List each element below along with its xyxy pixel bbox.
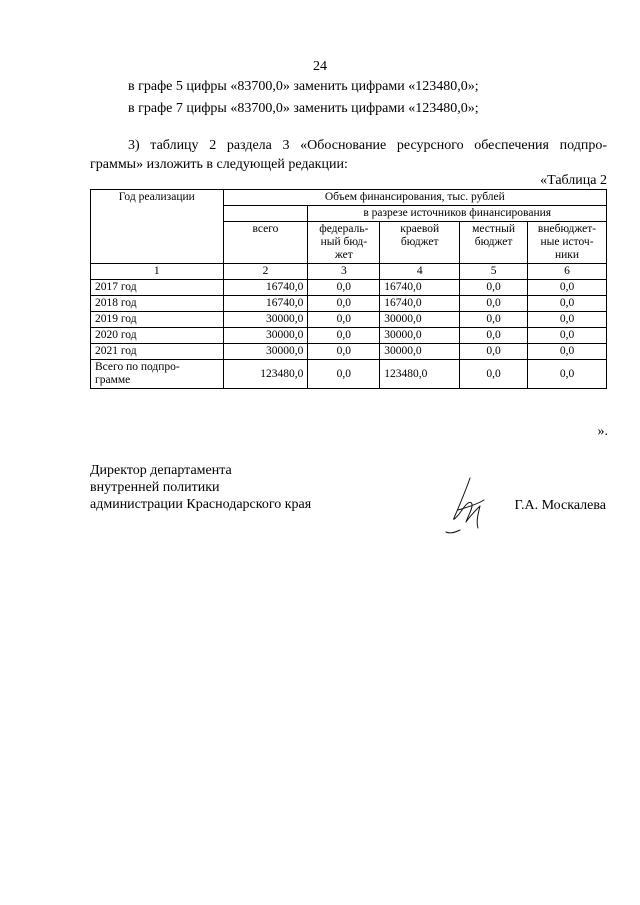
header-local: местный бюджет: [460, 222, 528, 264]
cell-total: 30000,0: [223, 344, 308, 360]
header-blank: [223, 206, 308, 222]
cell-extrabudget: 0,0: [528, 328, 607, 344]
amendment-line-1: в графе 5 цифры «83700,0» заменить цифрами «123480,0»;: [128, 79, 479, 94]
cell-total: 16740,0: [223, 280, 308, 296]
closing-quote: ».: [597, 424, 608, 439]
cell-regional: 16740,0: [380, 296, 460, 312]
cell-year: 2018 год: [91, 296, 224, 312]
col-number: 1: [91, 264, 224, 280]
cell-year: 2021 год: [91, 344, 224, 360]
cell-total: 30000,0: [223, 312, 308, 328]
cell-local: 0,0: [460, 360, 528, 389]
header-regional: краевой бюджет: [380, 222, 460, 264]
signatory-line-2: внутренней политики: [90, 480, 220, 495]
cell-regional: 16740,0: [380, 280, 460, 296]
table-row: [91, 344, 607, 360]
header-by-sources: в разрезе источников финансирования: [308, 206, 607, 222]
cell-total: 123480,0: [223, 360, 308, 389]
cell-local: 0,0: [460, 312, 528, 328]
table-caption: «Таблица 2: [540, 173, 607, 188]
col-number: 4: [380, 264, 460, 280]
signatory-line-3: администрации Краснодарского края: [90, 497, 312, 512]
cell-federal: 0,0: [308, 296, 380, 312]
cell-federal: 0,0: [308, 344, 380, 360]
col-number: 3: [308, 264, 380, 280]
financing-table: [90, 189, 607, 389]
column-number-row: [91, 264, 607, 280]
handwritten-signature: [440, 470, 510, 545]
cell-regional: 30000,0: [380, 344, 460, 360]
cell-total: 16740,0: [223, 296, 308, 312]
cell-extrabudget: 0,0: [528, 360, 607, 389]
cell-extrabudget: 0,0: [528, 312, 607, 328]
cell-local: 0,0: [460, 280, 528, 296]
signatory-title: [90, 462, 311, 513]
cell-year: 2020 год: [91, 328, 224, 344]
header-year: Год реализации: [91, 190, 224, 264]
header-volume: Объем финансирования, тыс. рублей: [223, 190, 606, 206]
amendment-line-2: в графе 7 цифры «83700,0» заменить цифрами «123480,0»;: [128, 101, 479, 116]
header-total: всего: [223, 222, 308, 264]
header-federal: федераль- ный бюд- жет: [308, 222, 380, 264]
cell-extrabudget: 0,0: [528, 280, 607, 296]
cell-year: 2017 год: [91, 280, 224, 296]
cell-year: 2019 год: [91, 312, 224, 328]
table-row: [91, 296, 607, 312]
cell-federal: 0,0: [308, 312, 380, 328]
item3-line-2: граммы» изложить в следующей редакции:: [90, 157, 348, 172]
cell-federal: 0,0: [308, 360, 380, 389]
cell-regional: 30000,0: [380, 312, 460, 328]
table-row: [91, 280, 607, 296]
table-row: [91, 312, 607, 328]
signatory-line-1: Директор департамента: [90, 463, 232, 478]
cell-local: 0,0: [460, 328, 528, 344]
col-number: 2: [223, 264, 308, 280]
cell-federal: 0,0: [308, 328, 380, 344]
page-number: 24: [313, 59, 327, 74]
signatory-name: Г.А. Москалева: [514, 498, 606, 513]
item3-line-1: 3) таблицу 2 раздела 3 «Обоснование ресурсного обеспечения подпро-: [128, 138, 607, 153]
cell-total-label: Всего по подпро- грамме: [91, 360, 224, 389]
cell-regional: 123480,0: [380, 360, 460, 389]
cell-federal: 0,0: [308, 280, 380, 296]
cell-total: 30000,0: [223, 328, 308, 344]
table-row: [91, 328, 607, 344]
cell-local: 0,0: [460, 344, 528, 360]
cell-regional: 30000,0: [380, 328, 460, 344]
col-number: 5: [460, 264, 528, 280]
cell-local: 0,0: [460, 296, 528, 312]
header-row-1: [91, 190, 607, 206]
col-number: 6: [528, 264, 607, 280]
total-row: [91, 360, 607, 389]
header-extrabudget: внебюджет- ные источ- ники: [528, 222, 607, 264]
cell-extrabudget: 0,0: [528, 296, 607, 312]
cell-extrabudget: 0,0: [528, 344, 607, 360]
